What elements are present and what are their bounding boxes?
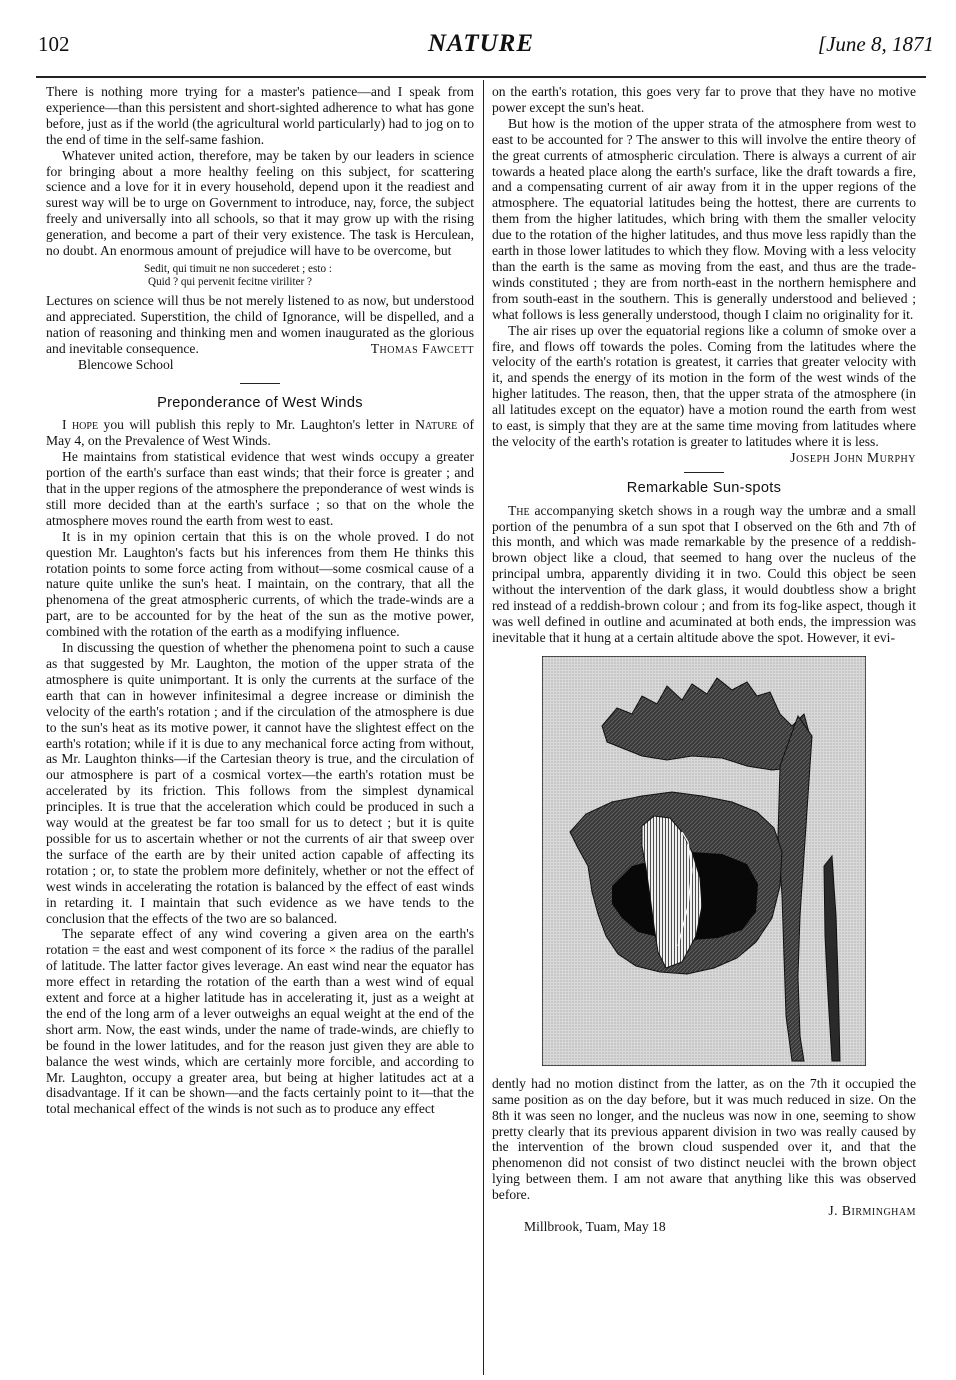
lead-in: I hope <box>62 417 99 433</box>
paragraph: In discussing the question of whether the phenomena point to such a cause as that suggested by Mr. Laughton, the motion of the upper strata of the atmosphere is quite unimportant. It is only the currents at the surface of the earth that can in however infinitesimal a degree increase or diminish the velocity of the earth's rotation ; and if the circulation of the atmosphere is due to the sun's heat as its motive power, it cannot have the slightest effect on the earth's rotation; while if it is due to any mechanical force acting from without, as Mr. Laughton thinks—if the Cartesian theory is true, and the circulation of our atmosphere is part of a cosmical vortex—the earth's rotation must be accelerated by its friction. This follows from the simplest dynamical principles. It is true that the acceleration which could be produced in such a way would at the greatest be far too small for us to detect ; but it is quite possible for us to ascertain whether or not the currents of air that sweep over the surface of the earth are by their united action capable of affecting its rotation ; or, to state the problem more definitely, whether or not the effect of west winds in accelerating the rotation is balanced by the effect of east winds in retarding it. I maintain that such evidence as we have tends to the conclusion that the effects of the two are so balanced. <box>46 640 474 926</box>
paragraph <box>46 293 474 357</box>
paragraph <box>492 503 916 646</box>
section-divider <box>684 472 724 473</box>
text-run: The air rises up over the equatorial regions like a column of smoke over a fire, and flows off towards the poles. Coming from the latitudes where the velocity of the earth's rotation is greatest, it carries that greater velocity with it, and spends the energy of its motion in the form of the west winds of the higher latitudes. The reason, then, that the upper strata of the atmosphere (in all latitudes except on the equator) have a motion round the earth from west to east, is simply that they are at the same time moving from latitudes where the velocity of the earth's rotation is greater to latitudes where it is less. <box>492 322 916 449</box>
issue-date: [June 8, 1871 <box>817 32 934 56</box>
article-title: Preponderance of West Winds <box>157 394 363 411</box>
lead-in: The <box>508 502 530 518</box>
sign-off-place: Millbrook, Tuam, May 18 <box>524 1218 666 1234</box>
text-run: you will publish this reply to Mr. Laughton's letter in <box>103 417 410 433</box>
sunspot-sketch <box>542 656 866 1066</box>
paragraph: It is in my opinion certain that this is on the whole proved. I do not question Mr. Laughton's facts but his inferences from them He thinks this rotation points to some force acting from without—some cosmical cause of a nature quite unlike the sun's heat. I maintain, on the contrary, that all the phenomena of the great atmospheric currents, of which the trade-winds are a part, are to be accounted for by the heat of the sun as the motive power, combined with the rotation of the earth as a modifying influence. <box>46 528 474 640</box>
closing-text: Lectures on science will thus be not merely listened to as now, but understood and appreciated. Superstition, the child of Ignorance, will be dispelled, and a nation of reasoning and thinking men and women inaugurated as the glorious and inevitable consequence. <box>46 292 474 356</box>
sign-off-place: Blencowe School <box>78 356 174 372</box>
text-run: of May 4, on the Prevalence of West Winds. <box>46 417 474 449</box>
paragraph: on the earth's rotation, this goes very far to prove that they have no motive power except the sun's heat. <box>492 84 916 115</box>
journal-ref: Nature <box>415 417 458 433</box>
latin-quote <box>144 263 474 289</box>
left-column <box>46 84 474 1117</box>
article-title: Remarkable Sun-spots <box>626 479 782 496</box>
header-rule <box>36 76 926 78</box>
paragraph: The separate effect of any wind covering a given area on the earth's rotation = the east and west component of its force × the radius of the parallel of latitude. The latter factor gives leverage. An east wind near the equator has more effect in retarding the rotation of the earth than a west wind of equal extent and force at a higher latitude has in accelerating it, just as a weight at the end of the long arm of a lever outweighs an equal weight at the end of the short arm. Now, the east winds, under the name of trade-winds, are chiefly to be found in the lower latitudes, and for the reason just given they are able to balance the west winds, which are certainly more forcible, and according to Mr. Laughton, occupy a greater area, but being at higher latitudes act at a disadvantage. If it can be shown—and the facts certainly point to it—that the total mechanical effect of the winds is not such as to produce any effect <box>46 926 474 1117</box>
page-number: 102 <box>38 32 70 56</box>
paragraph: He maintains from statistical evidence that west winds occupy a greater portion of the earth's surface than east winds; that their force is greater ; and that in the upper regions of the atmosphere the preponderance of west winds is still more decided than at the earth's surface ; so that on the whole the atmosphere moves round the earth from west to east. <box>46 449 474 528</box>
paragraph <box>46 417 474 449</box>
column-divider <box>483 80 484 1375</box>
paragraph: Whatever united action, therefore, may be taken by our leaders in science for bringing about a more healthy feeling on this subject, for scattering science and a love for it in every household, depend upon it the readiest and surest way will be to urge on Government to introduce, nay, force, the subject freely and universally into all schools, so that it may grow up with the rising generation, and become a part of their very existence. The task is Herculean, no doubt. An enormous amount of prejudice will have to be overcome, but <box>46 147 474 259</box>
right-column <box>492 84 916 1235</box>
signature: Joseph John Murphy <box>790 449 916 465</box>
paragraph: There is nothing more trying for a master's patience—and I speak from experience—than this persistent and short-sighted adherence to what has gone before, just as if the world (the agricultural world particularly) had to jog on to the end of time in the self-same fashion. <box>46 84 474 147</box>
paragraph: But how is the motion of the upper strata of the atmosphere from west to east to be accounted for ? The answer to this will involve the entire theory of the great currents of atmospheric circulation. There is always a current of air towards a heated place along the earth's surface, like the draft towards a fire, and a compensating current of air away from it in the upper regions of the atmosphere. The equatorial latitudes being the hottest, there are currents to them from the higher latitudes, which bring with them the smaller velocity due to the rotation of the higher latitudes, and thus move less rapidly than the earth in those lower latitudes to which they flow. Moving with a less velocity than the earth is the same as moving from the east, and thus are the trade-winds constituted ; they are from north-east in the northern hemisphere and from south-east in the southern. This is generally understood and believed ; what follows is less generally understood, though I claim no originality for it. <box>492 115 916 322</box>
paragraph <box>492 322 916 465</box>
text-run: accompanying sketch shows in a rough way the umbræ and a small portion of the penumbra of a sun spot that I observed on the 6th and 7th of this month, and which was made remarkable by the presence of a reddish-brown object like a cloud, that seemed to hang over the nucleus of the principal umbra, apparently dividing it in two. Could this object be seen without the intervention of the dark glass, it would doubtless show a bright red instead of a reddish-brown colour ; and from its fog-like aspect, though it was well defined in outline and acuminated at both ends, the impression was inevitable that it hung at a certain altitude above the spot. However, it evi- <box>492 502 916 645</box>
journal-title: NATURE <box>427 30 535 57</box>
page-header <box>28 30 934 70</box>
section-divider <box>240 383 280 384</box>
paragraph: dently had no motion distinct from the latter, as on the 7th it occupied the same position as on the day before, but it was much reduced in size. On the 8th it was seen no longer, and the nucleus was now in one, seeming to show pretty clearly that its previous apparent division in two was really caused by the intervention of the brown cloud suspended over it, and that the phenomenon did not consist of two distinct neuclei with the brown object lying between them. I am not aware that anything like this was observed before. <box>492 1075 916 1203</box>
quote-line: Sedit, qui timuit ne non succederet ; esto : <box>144 262 332 275</box>
quote-line: Quid ? qui pervenit fecitne viriliter ? <box>148 275 313 288</box>
signature: J. Birmingham <box>828 1203 916 1219</box>
signature: Thomas Fawcett <box>370 340 474 356</box>
